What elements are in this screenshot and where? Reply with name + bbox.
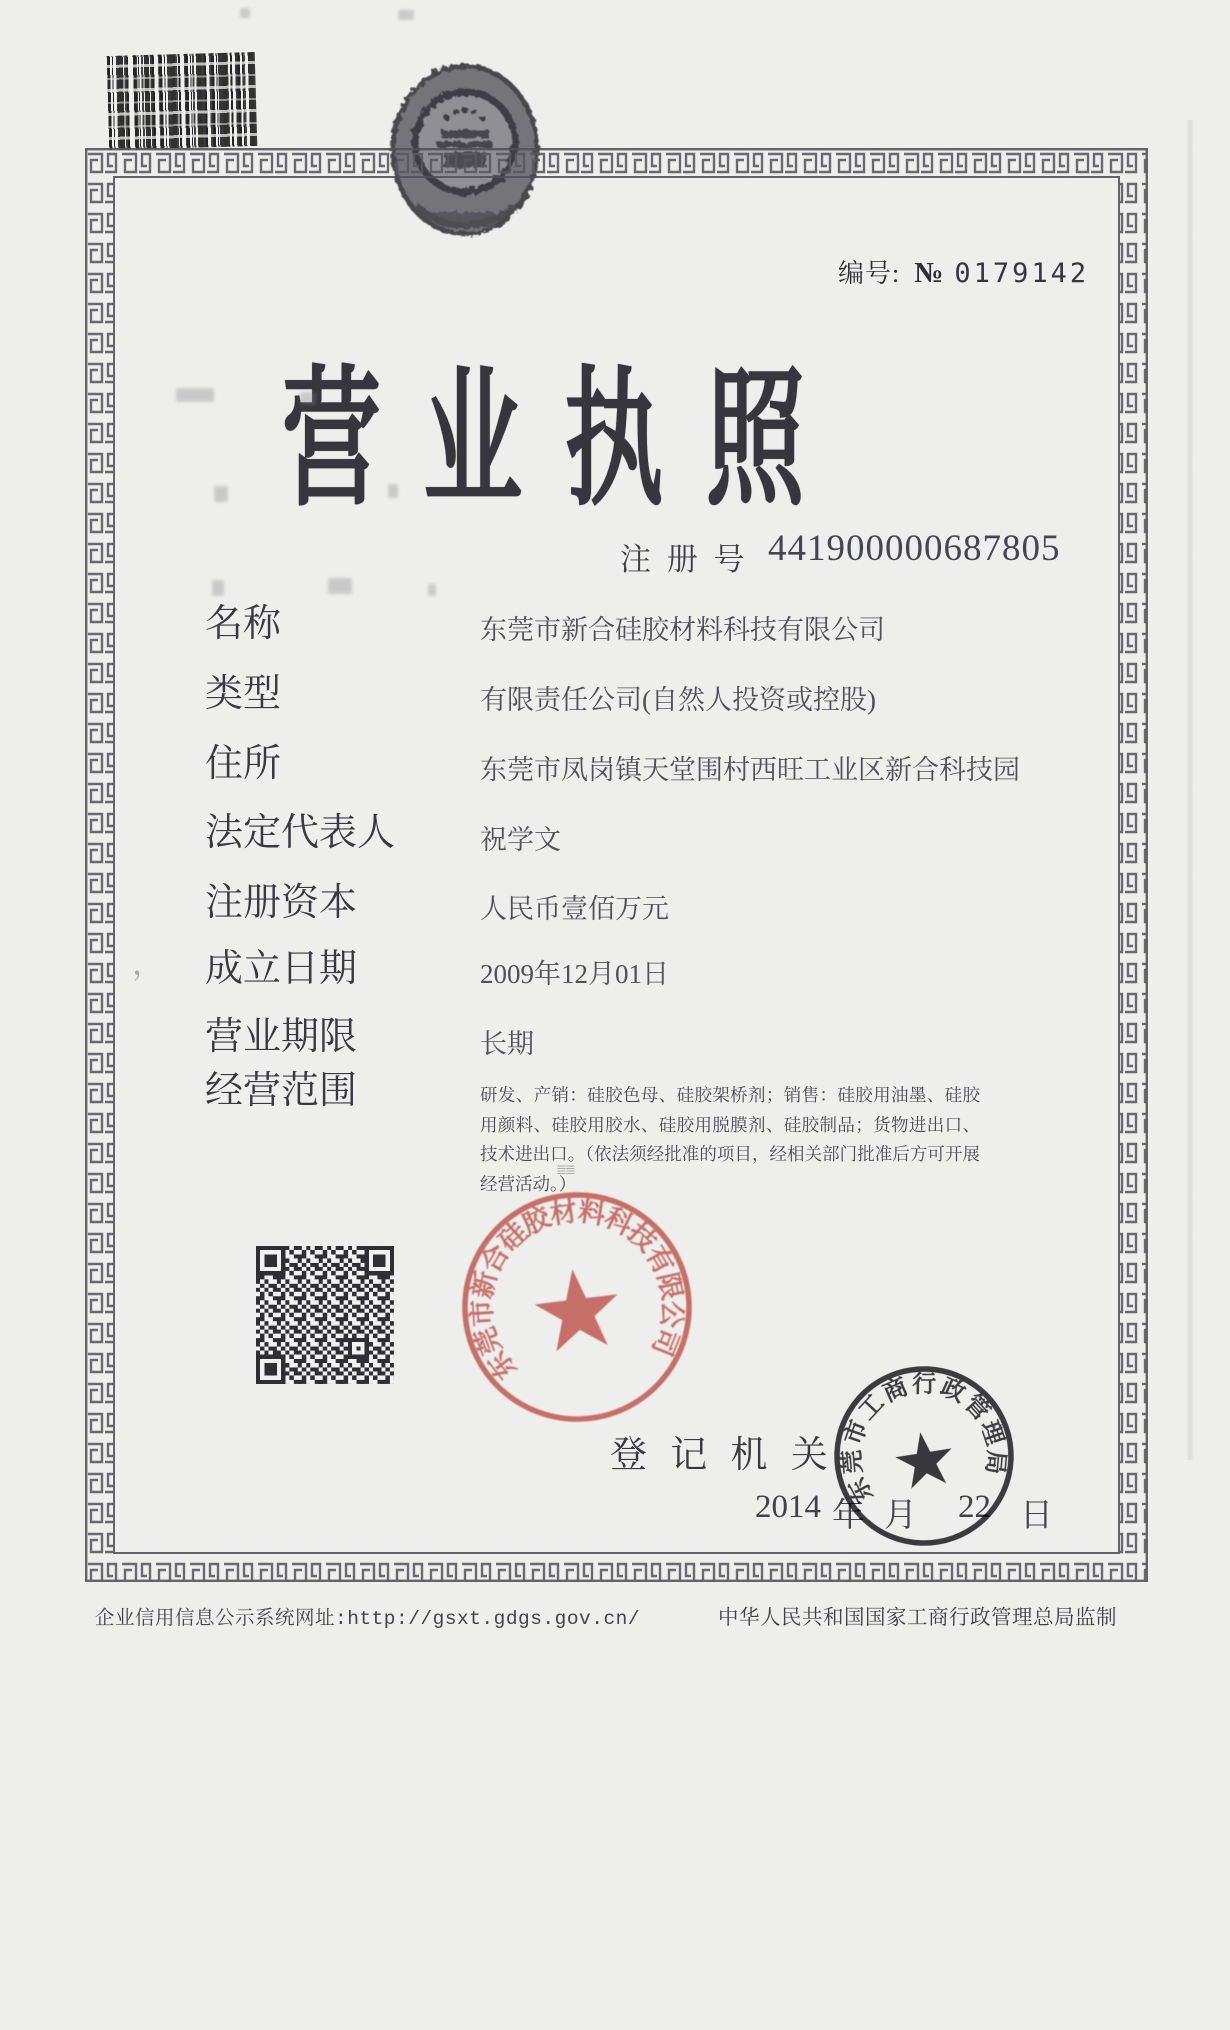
- registry-authority-label: 登 记 机 关: [610, 1435, 835, 1476]
- footer-public-system-url: 企业信用信息公示系统网址:http://gsxt.gdgs.gov.cn/: [95, 1608, 641, 1630]
- license-title: 营业执照: [282, 358, 847, 524]
- field-label-type: 类型: [205, 673, 282, 715]
- scan-smudge: [212, 580, 224, 596]
- scan-smudge: [300, 392, 316, 405]
- field-value-address: 东莞市凤岗镇天堂围村西旺工业区新合科技园: [480, 755, 1020, 785]
- company-seal-text: 东莞市新合硅胶材料科技有限公司: [466, 1196, 688, 1386]
- issue-date-day-digits: 22: [958, 1489, 991, 1525]
- scan-smudge: [428, 584, 436, 596]
- serial-number-line: [838, 253, 1089, 290]
- numero-sign: №: [914, 257, 945, 289]
- scan-smudge: [214, 486, 228, 502]
- issue-date-year-char: 年: [832, 1498, 865, 1534]
- registration-number: 441900000687805: [768, 528, 1061, 569]
- issue-date-month-char: 月: [884, 1498, 917, 1534]
- field-label-legal-representative: 法定代表人: [205, 812, 396, 854]
- field-value-business-term: 长期: [480, 1029, 534, 1059]
- field-label-establish-date: 成立日期: [205, 948, 358, 990]
- qr-code: [256, 1246, 394, 1384]
- registry-stamp-text: 东莞市工商行政管理局: [839, 1371, 1009, 1507]
- field-value-legal-representative: 祝学文: [480, 825, 561, 855]
- scan-ink-mark: ，: [132, 945, 165, 981]
- scan-smudge: [328, 578, 352, 594]
- field-label-business-term: 营业期限: [205, 1016, 358, 1058]
- issue-date-day-char: 日: [1020, 1498, 1053, 1534]
- field-label-business-scope: 经营范围: [205, 1070, 358, 1112]
- serial-label: 编号:: [838, 259, 901, 288]
- field-label-registered-capital: 注册资本: [205, 882, 358, 924]
- company-seal: [445, 1175, 708, 1438]
- field-value-name: 东莞市新合硅胶材料科技有限公司: [480, 615, 885, 645]
- field-value-establish-date: 2009年12月01日: [480, 959, 669, 989]
- field-value-registered-capital: 人民币壹佰万元: [480, 894, 669, 924]
- registry-authority-stamp: [818, 1350, 1031, 1563]
- scan-ink-mark: ≣≣: [556, 1162, 574, 1177]
- issue-date-year: 2014: [755, 1489, 821, 1525]
- scan-smudge: [398, 10, 414, 20]
- barcode: [107, 52, 258, 150]
- paper-edge-shadow: [1186, 120, 1194, 1460]
- serial-number: 0179142: [954, 258, 1090, 289]
- field-value-business-scope: 研发、产销：硅胶色母、硅胶架桥剂；销售：硅胶用油墨、硅胶用颜料、硅胶用胶水、硅胶用脱膜剂、硅胶制品；货物进出口、技术进出口。（依法须经批准的项目，经相关部门批准后方可开展经营活动。）: [480, 1085, 980, 1194]
- scan-smudge: [388, 484, 398, 498]
- scan-smudge: [176, 388, 214, 402]
- field-label-name: 名称: [205, 603, 282, 645]
- scan-smudge: [240, 8, 250, 18]
- footer-issuing-authority: 中华人民共和国国家工商行政管理总局监制: [718, 1607, 1117, 1629]
- registration-number-label: 注 册 号: [620, 542, 749, 577]
- field-label-address: 住所: [205, 743, 282, 785]
- field-value-type: 有限责任公司(自然人投资或控股): [480, 685, 876, 715]
